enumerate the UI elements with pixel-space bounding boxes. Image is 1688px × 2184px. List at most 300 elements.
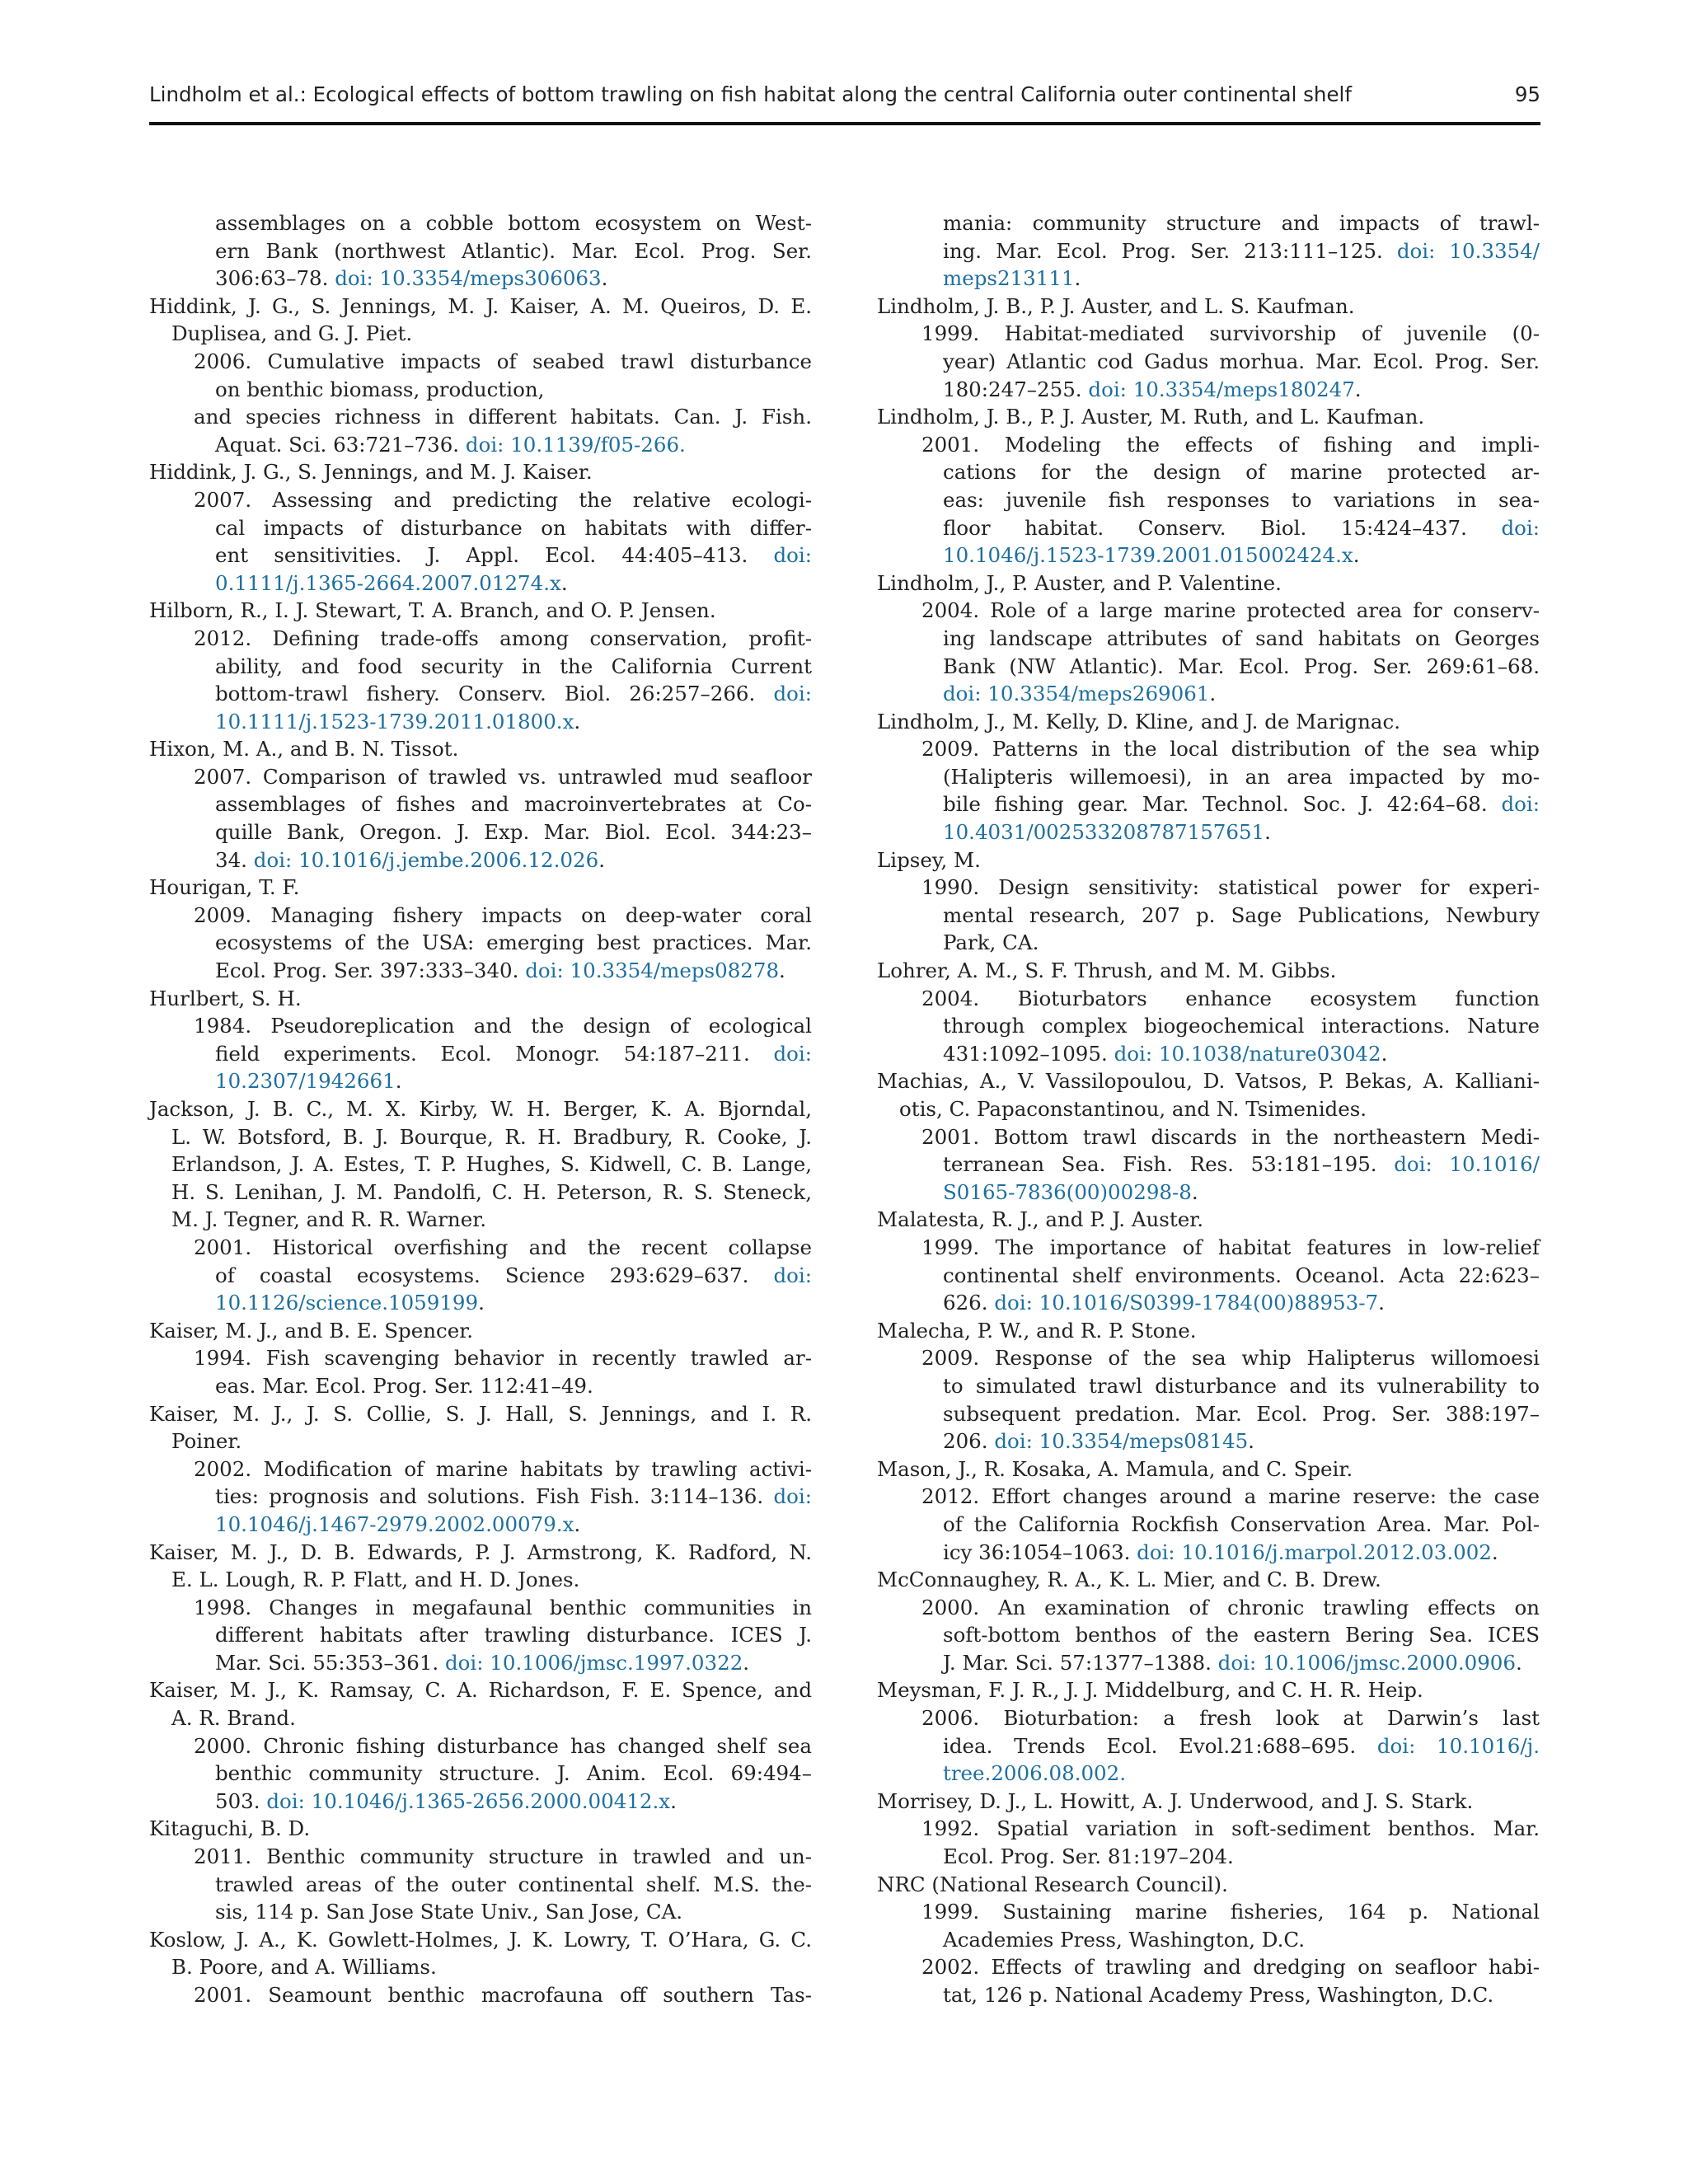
reference-line — [149, 1317, 812, 1345]
reference-line — [877, 708, 1540, 736]
reference-line — [877, 1566, 1540, 1594]
reference-line — [877, 237, 1540, 265]
reference-text: otis, C. Papaconstantinou, and N. Tsimenides. — [899, 1097, 1367, 1121]
doi-link[interactable]: S0165-7836(00)00298-8 — [943, 1179, 1192, 1204]
reference-text: 2007. Comparison of trawled vs. untrawled mud seafloor — [194, 764, 812, 789]
reference-line — [877, 348, 1540, 376]
reference-text: Mar. Sci. 55:353–361. — [215, 1650, 439, 1675]
reference-line — [149, 1067, 812, 1095]
reference-text: Academies Press, Washington, D.C. — [943, 1927, 1306, 1952]
doi-link[interactable]: doi: — [773, 1041, 812, 1066]
reference-text: 2012. Effort changes around a marine reserve: the case — [921, 1484, 1540, 1509]
reference-line — [149, 1676, 812, 1704]
reference-punctuation: . — [574, 1511, 581, 1536]
reference-text: 1990. Design sensitivity: statistical power for experi- — [921, 875, 1540, 900]
reference-line — [877, 1151, 1540, 1179]
doi-link[interactable]: doi: 10.1016/j. — [1376, 1733, 1540, 1758]
reference-line — [149, 1566, 812, 1594]
reference-line — [149, 929, 812, 957]
reference-text: 2004. Bioturbators enhance ecosystem function — [921, 986, 1540, 1010]
reference-line — [877, 1539, 1540, 1567]
reference-text: Machias, A., V. Vassilopoulou, D. Vatsos, P. Bekas, A. Kalliani- — [877, 1069, 1540, 1094]
reference-text: McConnaughey, R. A., K. L. Mier, and C. B. Drew. — [877, 1568, 1381, 1592]
reference-line — [149, 1262, 812, 1290]
reference-text: Hurlbert, S. H. — [149, 986, 302, 1010]
reference-line — [149, 957, 812, 985]
doi-link[interactable]: doi: — [773, 1263, 812, 1287]
reference-line — [877, 1511, 1540, 1539]
reference-text: Malatesta, R. J., and P. J. Auster. — [877, 1207, 1204, 1232]
reference-line — [149, 653, 812, 681]
reference-text: field experiments. Ecol. Monogr. 54:187–211. — [215, 1041, 750, 1066]
reference-line — [877, 1760, 1540, 1788]
reference-line — [877, 1317, 1540, 1345]
reference-text: 2002. Effects of trawling and dredging on seafloor habi- — [921, 1955, 1540, 1980]
reference-text: Lindholm, J. B., P. J. Auster, and L. S. Kaufman. — [877, 293, 1355, 318]
reference-line — [877, 1926, 1540, 1954]
running-title: Lindholm et al.: Ecological effects of bottom trawling on fish habitat along the central California outer continental shelf — [149, 82, 1352, 106]
doi-link[interactable]: 10.4031/002533208787157651 — [943, 820, 1265, 845]
reference-line — [149, 790, 812, 818]
reference-text: 1998. Changes in megafaunal benthic communities in — [194, 1595, 812, 1619]
doi-link[interactable]: doi: 10.3354/meps08145 — [994, 1429, 1249, 1454]
reference-text: through complex biogeochemical interactions. Nature — [943, 1014, 1540, 1038]
reference-line — [149, 1206, 812, 1234]
reference-text: Koslow, J. A., K. Gowlett-Holmes, J. K. Lowry, T. O’Hara, G. C. — [149, 1927, 812, 1952]
reference-text: mania: community structure and impacts of trawl- — [943, 211, 1540, 235]
reference-line — [877, 1206, 1540, 1234]
reference-punctuation: . — [1353, 543, 1360, 568]
reference-line — [877, 1372, 1540, 1400]
reference-line — [149, 1012, 812, 1040]
reference-text: M. J. Tegner, and R. R. Warner. — [171, 1207, 487, 1232]
reference-text: 2001. Modeling the effects of fishing and impli- — [921, 432, 1540, 457]
doi-link[interactable]: 0.1111/j.1365-2664.2007.01274.x — [215, 570, 561, 595]
reference-text: Jackson, J. B. C., M. X. Kirby, W. H. Berger, K. A. Bjorndal, — [149, 1097, 812, 1121]
doi-link[interactable]: doi: 10.1139/f05-266. — [465, 432, 686, 457]
reference-line — [149, 846, 812, 874]
reference-text: 2004. Role of a large marine protected area for conserv- — [921, 598, 1540, 623]
reference-line — [877, 1067, 1540, 1095]
reference-text: 1992. Spatial variation in soft-sediment benthos. Mar. — [921, 1816, 1540, 1841]
doi-link[interactable]: doi: — [773, 682, 812, 706]
reference-text: Kaiser, M. J., and B. E. Spencer. — [149, 1318, 474, 1343]
reference-line — [149, 1732, 812, 1760]
reference-text: Kitaguchi, B. D. — [149, 1816, 311, 1841]
reference-text: 626. — [943, 1291, 988, 1315]
reference-line — [877, 1649, 1540, 1677]
reference-line — [149, 431, 812, 459]
reference-line — [149, 1372, 812, 1400]
reference-line — [149, 1539, 812, 1567]
reference-line — [877, 929, 1540, 957]
reference-text: of the California Rockfish Conservation Area. Mar. Pol- — [943, 1511, 1540, 1536]
reference-text: Lindholm, J. B., P. J. Auster, M. Ruth, and L. Kaufman. — [877, 405, 1425, 429]
reference-text: Hiddink, J. G., S. Jennings, and M. J. Kaiser. — [149, 460, 593, 485]
reference-line — [149, 1455, 812, 1483]
reference-punctuation: . — [598, 847, 605, 872]
reference-text: and species richness in different habitats. Can. J. Fish. — [194, 405, 812, 429]
reference-line — [149, 237, 812, 265]
reference-line — [877, 1898, 1540, 1926]
reference-text: ent sensitivities. J. Appl. Ecol. 44:405–413. — [215, 543, 748, 568]
reference-text: 2011. Benthic community structure in trawled and un- — [194, 1844, 812, 1869]
reference-line — [149, 1427, 812, 1455]
doi-link[interactable]: doi: — [1501, 792, 1540, 817]
reference-line — [149, 985, 812, 1013]
reference-line — [149, 1981, 812, 2009]
reference-text: Kaiser, M. J., K. Ramsay, C. A. Richardson, F. E. Spence, and — [149, 1678, 812, 1703]
reference-text: ing. Mar. Ecol. Prog. Ser. 213:111–125. — [943, 238, 1383, 263]
reference-line — [877, 541, 1540, 569]
reference-text: Aquat. Sci. 63:721–736. — [215, 432, 460, 457]
reference-text: Ecol. Prog. Ser. 81:197–204. — [943, 1844, 1234, 1869]
reference-line — [149, 320, 812, 348]
reference-line — [877, 1012, 1540, 1040]
doi-link[interactable]: doi: 10.1006/jmsc.1997.0322 — [445, 1650, 743, 1675]
doi-link[interactable]: doi: 10.1016/S0399-1784(00)88953-7 — [994, 1291, 1379, 1315]
reference-text: 431:1092–1095. — [943, 1041, 1108, 1066]
doi-link[interactable]: doi: 10.1016/j.jembe.2006.12.026 — [253, 847, 599, 872]
reference-line — [149, 902, 812, 930]
reference-line — [149, 763, 812, 791]
reference-punctuation: . — [1074, 266, 1081, 291]
reference-text: idea. Trends Ecol. Evol.21:688–695. — [943, 1733, 1357, 1758]
reference-text: Meysman, F. J. R., J. J. Middelburg, and C. H. R. Heip. — [877, 1678, 1423, 1703]
reference-line — [149, 1649, 812, 1677]
reference-punctuation: . — [574, 709, 581, 733]
reference-line — [877, 569, 1540, 598]
reference-text: 2001. Seamount benthic macrofauna off southern Tas- — [194, 1983, 812, 2007]
reference-line — [877, 680, 1540, 708]
reference-text: Park, CA. — [943, 930, 1039, 955]
reference-text: cal impacts of disturbance on habitats with differ- — [215, 515, 812, 540]
reference-text: assemblages on a cobble bottom ecosystem on West- — [215, 211, 812, 235]
reference-text: benthic community structure. J. Anim. Ecol. 69:494– — [215, 1761, 812, 1786]
reference-line — [149, 486, 812, 514]
reference-text: 503. — [215, 1788, 260, 1813]
doi-link[interactable]: doi: 10.1016/ — [1394, 1152, 1540, 1177]
reference-line — [149, 1871, 812, 1899]
reference-line — [149, 569, 812, 598]
reference-text: 2002. Modification of marine habitats by trawling activi- — [194, 1456, 812, 1481]
reference-punctuation: . — [1381, 1041, 1388, 1066]
reference-line — [877, 403, 1540, 431]
reference-line — [149, 1953, 812, 1981]
reference-line — [877, 1871, 1540, 1899]
reference-line — [877, 1981, 1540, 2009]
reference-punctuation: . — [1264, 820, 1271, 845]
reference-text: Malecha, P. W., and R. P. Stone. — [877, 1318, 1197, 1343]
reference-line — [149, 1483, 812, 1511]
reference-line — [149, 1843, 812, 1871]
reference-text: eas: juvenile fish responses to variations in sea- — [943, 487, 1540, 512]
reference-line — [877, 902, 1540, 930]
reference-line — [149, 458, 812, 486]
reference-text: 34. — [215, 847, 247, 872]
reference-line — [877, 957, 1540, 985]
reference-text: Lipsey, M. — [877, 847, 981, 872]
doi-link[interactable]: doi: 10.3354/meps269061 — [943, 682, 1210, 706]
doi-link[interactable]: doi: 10.3354/ — [1396, 238, 1540, 263]
reference-line — [877, 1843, 1540, 1871]
reference-text: 2006. Cumulative impacts of seabed trawl disturbance — [194, 349, 812, 373]
reference-punctuation: . — [1209, 682, 1217, 706]
reference-line — [877, 265, 1540, 293]
reference-line — [149, 818, 812, 846]
doi-link[interactable]: doi: — [773, 1484, 812, 1509]
reference-line — [149, 1704, 812, 1732]
reference-line — [149, 1594, 812, 1622]
reference-text: 1999. Sustaining marine fisheries, 164 p. National — [921, 1900, 1540, 1924]
reference-text: of coastal ecosystems. Science 293:629–637. — [215, 1263, 749, 1287]
reference-text: (Halipteris willemoesi), in an area impacted by mo- — [943, 764, 1540, 789]
reference-text: J. Mar. Sci. 57:1377–1388. — [943, 1650, 1212, 1675]
reference-line — [149, 376, 812, 404]
reference-punctuation: . — [779, 958, 785, 983]
reference-line — [149, 403, 812, 431]
doi-link[interactable]: meps213111 — [943, 266, 1075, 291]
reference-text: 1994. Fish scavenging behavior in recently trawled ar- — [194, 1346, 812, 1371]
reference-text: Lohrer, A. M., S. F. Thrush, and M. M. Gibbs. — [877, 958, 1337, 983]
reference-line — [877, 486, 1540, 514]
reference-line — [877, 293, 1540, 321]
reference-line — [877, 763, 1540, 791]
reference-text: icy 36:1054–1063. — [943, 1540, 1131, 1564]
doi-link[interactable]: 10.1046/j.1523-1739.2001.015002424.x — [943, 543, 1353, 568]
reference-punctuation: . — [601, 266, 608, 291]
reference-line — [877, 320, 1540, 348]
reference-line — [149, 1289, 812, 1317]
reference-text: to simulated trawl disturbance and its vulnerability to — [943, 1373, 1540, 1398]
reference-line — [877, 874, 1540, 902]
doi-link[interactable]: doi: 10.1038/nature03042 — [1114, 1041, 1381, 1066]
reference-line — [877, 1621, 1540, 1649]
reference-line — [149, 1344, 812, 1372]
doi-link[interactable]: 10.1111/j.1523-1739.2011.01800.x — [215, 709, 574, 733]
reference-line — [149, 1760, 812, 1788]
doi-link[interactable]: 10.1046/j.1467-2979.2002.00079.x — [215, 1511, 574, 1536]
reference-text: mental research, 207 p. Sage Publications, Newbury — [943, 902, 1540, 927]
reference-text: trawled areas of the outer continental shelf. M.S. the- — [215, 1872, 812, 1896]
reference-punctuation: . — [1354, 377, 1362, 401]
reference-text: B. Poore, and A. Williams. — [171, 1955, 437, 1980]
reference-text: Kaiser, M. J., J. S. Collie, S. J. Hall, S. Jennings, and I. R. — [149, 1401, 812, 1426]
reference-line — [149, 514, 812, 542]
reference-line — [877, 1179, 1540, 1207]
reference-line — [149, 1898, 812, 1926]
reference-text: Kaiser, M. J., D. B. Edwards, P. J. Armstrong, K. Radford, N. — [149, 1540, 812, 1564]
reference-text: bile fishing gear. Mar. Technol. Soc. J. 42:64–68. — [943, 792, 1488, 817]
reference-line — [877, 1123, 1540, 1151]
reference-text: Hiddink, J. G., S. Jennings, M. J. Kaiser, A. M. Queiros, D. E. — [149, 293, 812, 318]
reference-punctuation: . — [478, 1291, 485, 1315]
reference-line — [149, 541, 812, 569]
references-column-right — [877, 209, 1540, 2009]
reference-text: H. S. Lenihan, J. M. Pandolfi, C. H. Peterson, R. S. Steneck, — [171, 1179, 812, 1204]
reference-text: NRC (National Research Council). — [877, 1872, 1228, 1896]
reference-text: cations for the design of marine protected ar- — [943, 460, 1540, 485]
reference-text: ern Bank (northwest Atlantic). Mar. Ecol. Prog. Ser. — [215, 238, 812, 263]
reference-line — [877, 1953, 1540, 1981]
reference-line — [877, 1455, 1540, 1483]
reference-punctuation: . — [1378, 1291, 1385, 1315]
reference-punctuation: . — [395, 1069, 402, 1094]
reference-line — [877, 1400, 1540, 1428]
reference-line — [149, 1815, 812, 1843]
reference-line — [877, 1427, 1540, 1455]
reference-line — [149, 293, 812, 321]
reference-line — [877, 790, 1540, 818]
reference-line — [877, 735, 1540, 763]
reference-line — [877, 458, 1540, 486]
reference-line — [877, 625, 1540, 653]
reference-text: Hixon, M. A., and B. N. Tissot. — [149, 737, 459, 762]
reference-punctuation: . — [1248, 1429, 1254, 1454]
reference-text: 2009. Managing fishery impacts on deep-water coral — [194, 902, 812, 927]
reference-line — [877, 376, 1540, 404]
reference-text: 2006. Bioturbation: a fresh look at Darwin’s last — [921, 1706, 1540, 1731]
reference-text: Duplisea, and G. J. Piet. — [171, 321, 413, 346]
reference-text: A. R. Brand. — [171, 1706, 296, 1731]
reference-text: terranean Sea. Fish. Res. 53:181–195. — [943, 1152, 1377, 1177]
reference-line — [877, 209, 1540, 237]
reference-line — [877, 1676, 1540, 1704]
reference-text: 2000. An examination of chronic trawling effects on — [921, 1595, 1540, 1619]
reference-line — [149, 1151, 812, 1179]
reference-line — [149, 1788, 812, 1816]
reference-line — [149, 1123, 812, 1151]
reference-text: 2012. Defining trade-offs among conservation, profit- — [194, 626, 812, 650]
doi-link[interactable]: doi: 10.3354/meps08278 — [525, 958, 780, 983]
reference-text: soft-bottom benthos of the eastern Bering Sea. ICES — [943, 1623, 1540, 1647]
reference-text: 1984. Pseudoreplication and the design of ecological — [194, 1014, 812, 1038]
reference-text: Ecol. Prog. Ser. 397:333–340. — [215, 958, 519, 983]
reference-punctuation: . — [1491, 1540, 1498, 1564]
reference-text: Poiner. — [171, 1429, 242, 1454]
doi-link[interactable]: doi: — [773, 543, 812, 568]
reference-line — [149, 1511, 812, 1539]
reference-text: 180:247–255. — [943, 377, 1082, 401]
reference-line — [877, 1704, 1540, 1732]
reference-line — [877, 1289, 1540, 1317]
reference-line — [149, 1040, 812, 1068]
reference-line — [877, 597, 1540, 625]
reference-text: E. L. Lough, R. P. Flatt, and H. D. Jones. — [171, 1568, 580, 1592]
doi-link[interactable]: doi: 10.1006/jmsc.2000.0906 — [1217, 1650, 1516, 1675]
reference-text: ing landscape attributes of sand habitats on Georges — [943, 626, 1540, 650]
reference-line — [149, 597, 812, 625]
reference-line — [149, 1179, 812, 1207]
doi-link[interactable]: doi: 10.1016/j.marpol.2012.03.002 — [1137, 1540, 1492, 1564]
reference-line — [877, 1344, 1540, 1372]
reference-text: 2007. Assessing and predicting the relative ecologi- — [194, 487, 812, 512]
reference-line — [877, 431, 1540, 459]
reference-line — [877, 818, 1540, 846]
reference-text: Hilborn, R., I. J. Stewart, T. A. Branch, and O. P. Jensen. — [149, 598, 716, 623]
reference-line — [149, 1234, 812, 1262]
reference-text: Mason, J., R. Kosaka, A. Mamula, and C. Speir. — [877, 1456, 1353, 1481]
reference-line — [149, 708, 812, 736]
reference-line — [877, 514, 1540, 542]
reference-line — [877, 1262, 1540, 1290]
reference-line — [877, 1095, 1540, 1123]
reference-line — [877, 985, 1540, 1013]
reference-line — [149, 874, 812, 902]
reference-line — [149, 1926, 812, 1954]
reference-line — [877, 1732, 1540, 1760]
reference-line — [877, 846, 1540, 874]
reference-line — [877, 1234, 1540, 1262]
reference-text: 2000. Chronic fishing disturbance has changed shelf sea — [194, 1733, 812, 1758]
reference-text: bottom-trawl fishery. Conserv. Biol. 26:257–266. — [215, 682, 756, 706]
doi-link[interactable]: doi: 10.1046/j.1365-2656.2000.00412.x — [266, 1788, 671, 1813]
reference-text: 306:63–78. — [215, 266, 329, 291]
reference-text: sis, 114 p. San Jose State Univ., San Jose, CA. — [215, 1900, 683, 1924]
reference-text: 1999. Habitat-mediated survivorship of juvenile (0- — [921, 321, 1540, 346]
reference-text: continental shelf environments. Oceanol. Acta 22:623– — [943, 1263, 1540, 1287]
reference-punctuation: . — [560, 570, 568, 595]
reference-line — [149, 1621, 812, 1649]
doi-link[interactable]: tree.2006.08.002. — [943, 1761, 1126, 1786]
reference-line — [877, 1815, 1540, 1843]
doi-link[interactable]: 10.1126/science.1059199 — [215, 1291, 479, 1315]
doi-link[interactable]: 10.2307/1942661 — [215, 1069, 396, 1094]
reference-text: eas. Mar. Ecol. Prog. Ser. 112:41–49. — [215, 1373, 593, 1398]
reference-text: 2001. Bottom trawl discards in the northeastern Medi- — [921, 1124, 1540, 1149]
reference-text: Morrisey, D. J., L. Howitt, A. J. Underwood, and J. S. Stark. — [877, 1788, 1474, 1813]
reference-text: Lindholm, J., P. Auster, and P. Valentine. — [877, 570, 1282, 595]
reference-line — [877, 1594, 1540, 1622]
reference-line — [877, 1483, 1540, 1511]
reference-punctuation: . — [670, 1788, 677, 1813]
reference-line — [149, 1400, 812, 1428]
header-rule — [149, 122, 1540, 125]
reference-punctuation: . — [1515, 1650, 1522, 1675]
reference-line — [877, 1040, 1540, 1068]
reference-text: different habitats after trawling disturbance. ICES J. — [215, 1623, 812, 1647]
reference-text: year) Atlantic cod Gadus morhua. Mar. Ecol. Prog. Ser. — [943, 349, 1540, 373]
reference-line — [149, 1095, 812, 1123]
reference-text: L. W. Botsford, B. J. Bourque, R. H. Bradbury, R. Cooke, J. — [171, 1124, 812, 1149]
reference-text: ties: prognosis and solutions. Fish Fish. 3:114–136. — [215, 1484, 764, 1509]
reference-line — [877, 1788, 1540, 1816]
reference-text: Hourigan, T. F. — [149, 875, 300, 900]
doi-link[interactable]: doi: 10.3354/meps180247 — [1088, 377, 1355, 401]
doi-link[interactable]: doi: — [1501, 515, 1540, 540]
reference-text: Bank (NW Atlantic). Mar. Ecol. Prog. Ser. 269:61–68. — [943, 654, 1540, 678]
reference-punctuation: . — [743, 1650, 750, 1675]
reference-line — [149, 348, 812, 376]
reference-text: Lindholm, J., M. Kelly, D. Kline, and J. de Marignac. — [877, 709, 1400, 733]
reference-text: subsequent predation. Mar. Ecol. Prog. Ser. 388:197– — [943, 1401, 1540, 1426]
reference-text: 1999. The importance of habitat features in low-relief — [921, 1235, 1540, 1259]
reference-text: 2009. Patterns in the local distribution of the sea whip — [921, 737, 1540, 762]
references-column-left — [149, 209, 812, 2009]
doi-link[interactable]: doi: 10.3354/meps306063 — [335, 266, 602, 291]
reference-line — [149, 735, 812, 763]
reference-text: 2001. Historical overfishing and the recent collapse — [194, 1235, 812, 1259]
reference-text: ecosystems of the USA: emerging best practices. Mar. — [215, 930, 812, 955]
reference-text: tat, 126 p. National Academy Press, Washington, D.C. — [943, 1983, 1494, 2007]
reference-text: on benthic biomass, production, — [215, 377, 545, 401]
reference-text: assemblages of fishes and macroinvertebrates at Co- — [215, 792, 812, 817]
reference-line — [149, 265, 812, 293]
reference-line — [149, 625, 812, 653]
reference-text: ability, and food security in the California Current — [215, 654, 812, 678]
reference-text: Erlandson, J. A. Estes, T. P. Hughes, S. Kidwell, C. B. Lange, — [171, 1152, 812, 1177]
reference-punctuation: . — [1191, 1179, 1198, 1204]
